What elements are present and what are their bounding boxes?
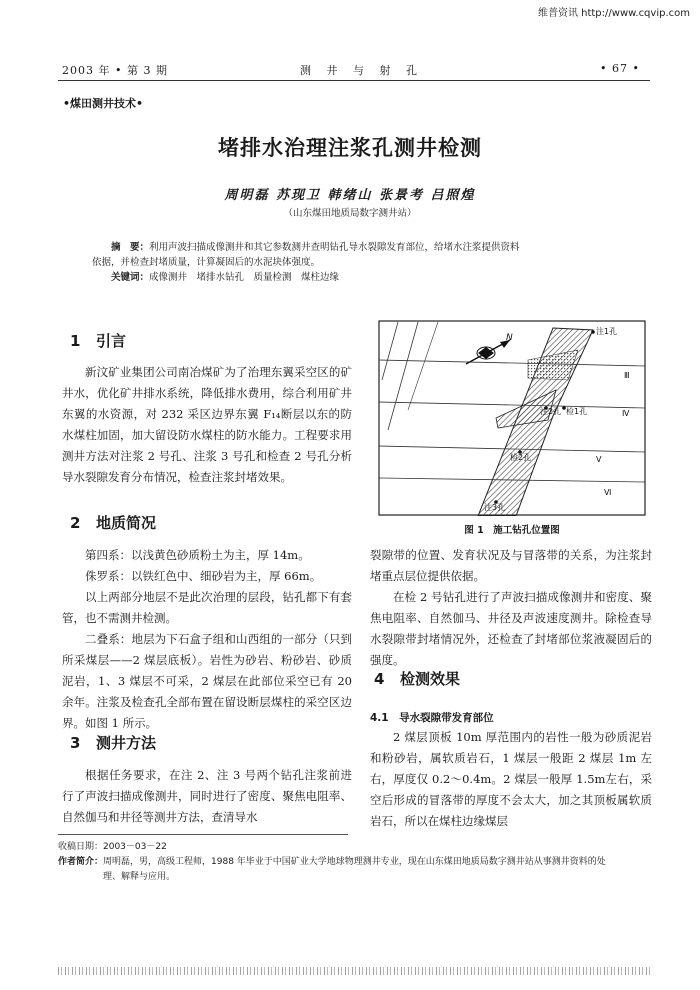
zone-label-4: Ⅳ [622,409,630,418]
abstract-label: 摘 要： [111,242,150,253]
watermark: 维普资讯 http://www.cqvip.com [537,8,690,19]
section-1-body [62,362,352,488]
subsection-4-1: 4.1 导水裂隙带发育部位 [370,712,494,724]
section-3-heading: 3 测井方法 [70,734,157,752]
abstract [92,240,632,285]
abstract-line1: 利用声波扫描成像测井和其它参数测井查明钻孔导水裂隙发育部位，给堵水注浆提供资料 [149,242,520,253]
figure-1-caption: 图 1 施工钻孔位置图 [464,525,560,536]
fault-line [382,322,398,380]
header-journal: 测 井 与 射 孔 [300,64,423,77]
hole-label-j2: 检2孔 [510,453,532,462]
right-paragraph-3: 2 煤层顶板 10m 厚范围内的岩性一般为砂质泥岩和粉砂岩，属软质岩石，1 煤层一般距 2 煤层 1m 左右，厚度仅 0.2～0.4m。2 煤层一般厚 1.5m左右，采空后形成的冒落带的厚度不会太大，加之其顶板属软质岩石，所以在煤柱边缘煤层 [370,730,652,828]
right-column-lower [370,727,652,832]
geo-quaternary: 第四系：以浅黄色砂质粉土为主，厚 14m。 [85,548,310,562]
abstract-line2: 依据，并检查封堵质量，计算凝固后的水泥块体强度。 [92,257,321,268]
section-3-body [62,765,352,828]
zone-label-5: Ⅴ [596,455,602,464]
zone-label-3: Ⅲ [624,371,630,380]
header-page: • 67 • [600,62,640,75]
figure-1 [378,320,646,516]
footnote [58,840,658,885]
footnote-rule [58,834,348,835]
fault-line [408,322,438,410]
article-title: 堵排水治理注浆孔测井检测 [218,135,482,160]
hole-label-z3: 注3孔 [484,503,506,512]
hole-label-z2: 注2孔 [540,407,562,416]
right-paragraph-1: 裂隙带的位置、发育状况及与冒落带的关系，为注浆封堵重点层位提供依据。 [370,548,652,583]
north-label: N [506,333,513,343]
north-arrow-icon [466,340,510,364]
section-1-heading: 1 引言 [70,332,127,350]
authors: 周明磊 苏现卫 韩绪山 张景考 吕照煌 [224,188,476,203]
zone-label-6: Ⅵ [604,488,612,497]
hole-marker [591,330,595,334]
geo-note: 以上两部分地层不是此次治理的层段，钻孔都下有套管，也不需测井检测。 [62,590,352,625]
borehole-location-map [378,320,646,516]
header-issue: 2003 年 • 第 3 期 [62,64,168,77]
hole-label-z1: 注1孔 [596,327,618,336]
header-rule [58,80,650,81]
section-2-heading: 2 地质简况 [70,514,157,532]
bio-line1: 周明磊，男，高级工程师，1988 年毕业于中国矿业大学地球物理测井专业，现在山东煤田地质局数字测井站从事测井资料的处 [103,857,606,867]
geo-jurassic: 侏罗系：以铁红色中、细砂岩为主，厚 66m。 [85,569,322,583]
received-date: 收稿日期：2003－03－22 [58,842,167,852]
right-column-upper [370,545,652,671]
section-2-body [62,545,352,734]
scan-artifact-bar [58,967,650,975]
affiliation: （山东煤田地质局数字测井站） [283,208,417,219]
boundary-line [379,360,645,366]
section-4-heading: 4 检测效果 [374,670,461,688]
bio-line2: 理、解释与应用。 [103,872,176,882]
fault-line [388,322,418,430]
hole-label-j1: 检1孔 [566,407,588,416]
method-paragraph: 根据任务要求，在注 2、注 3 号两个钻孔注浆前进行了声波扫描成像测井，同时进行了密度、聚焦电阻率、自然伽马和井径等测井方法，查清导水 [62,768,352,824]
column-tag: •煤田测井技术• [63,97,144,110]
keywords: 成像测井 堵排水钻孔 质量检测 煤柱边缘 [149,272,340,283]
geo-permian: 二叠系：地层为下石盒子组和山西组的一部分（只到所采煤层——2 煤层底板）。岩性为砂岩、粉砂岩、砂质泥岩，1、3 煤层不可采，2 煤层在此部位采空已有 20 余年。注浆及检查孔全部布置在留设断层煤柱的采空区边界。如图 1 所示。 [62,632,352,730]
intro-paragraph: 新汶矿业集团公司南冶煤矿为了治理东翼采空区的矿井水，优化矿井排水系统，降低排水费用，综合利用矿井东翼的水资源，对 232 采区边界东翼 F₁₄断层以东的防水煤柱加固，加大留设防水煤柱的防水能力。工程要求用测井方法对注浆 2 号孔、注浆 3 号孔和检查 2 号孔分析导水裂隙发育分布情况，检查注浆封堵效果。 [62,365,352,484]
keywords-label: 关键词： [111,272,150,283]
right-paragraph-2: 在检 2 号钻孔进行了声波扫描成像测井和密度、聚焦电阻率、自然伽马、井径及声波速度测井。除检查导水裂隙带封堵情况外，还检查了封堵部位浆液凝固后的强度。 [370,590,652,667]
boundary-line [379,402,645,408]
bio-label: 作者简介： [58,857,104,867]
